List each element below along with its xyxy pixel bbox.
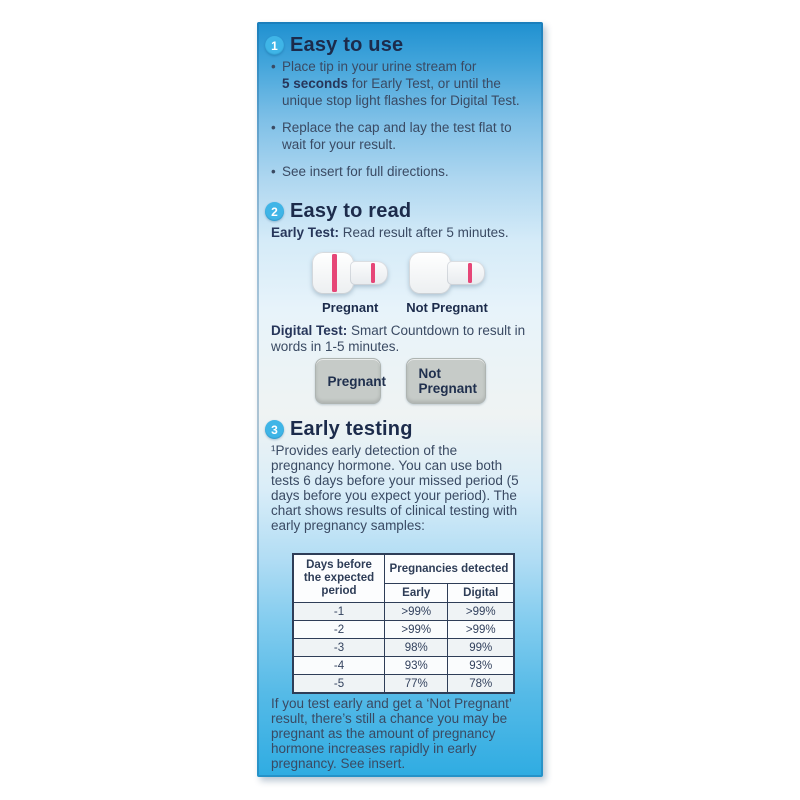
step-3-badge: 3 bbox=[265, 420, 284, 439]
section-2-title: Easy to read bbox=[290, 200, 412, 222]
bullet-place-tip-post: for Early Test, or until the unique stop light flashes for Digital Test. bbox=[282, 76, 520, 108]
pregnant-test-line-icon bbox=[332, 254, 337, 292]
not-pregnant-test-strip-icon bbox=[409, 252, 485, 294]
bullet-place-tip-pre: Place tip in your urine stream for bbox=[282, 59, 477, 74]
cell-days: -5 bbox=[293, 675, 385, 694]
cell-days: -1 bbox=[293, 603, 385, 621]
step-2-badge: 2 bbox=[265, 202, 284, 221]
not-pregnant-strip-column bbox=[406, 252, 488, 315]
not-pregnant-strip-label: Not Pregnant bbox=[406, 300, 488, 315]
table-row bbox=[293, 621, 514, 639]
early-test-instruction bbox=[271, 225, 537, 241]
early-test-text: Read result after 5 minutes. bbox=[342, 225, 509, 240]
pregnancies-detected-table bbox=[292, 553, 515, 694]
not-pregnant-control-window bbox=[447, 261, 485, 285]
lcd-pregnant-text: Pregnant bbox=[327, 373, 387, 389]
not-pregnant-result-window bbox=[409, 252, 451, 294]
table-row bbox=[293, 657, 514, 675]
table-days-header: Days before the expected period bbox=[293, 554, 385, 603]
section-3-title: Early testing bbox=[290, 418, 413, 440]
cell-digital: 93% bbox=[448, 657, 514, 675]
section-easy-to-read-header bbox=[265, 200, 411, 223]
table-digital-header: Digital bbox=[448, 584, 514, 603]
pregnant-control-window bbox=[350, 261, 388, 285]
cell-early: 98% bbox=[385, 639, 448, 657]
cell-early: >99% bbox=[385, 603, 448, 621]
bullet-see-insert: • See insert for full directions. bbox=[271, 163, 529, 180]
table-group-header: Pregnancies detected bbox=[385, 554, 515, 584]
cell-digital: 99% bbox=[448, 639, 514, 657]
section-easy-to-use-header bbox=[265, 34, 403, 57]
cell-early: 77% bbox=[385, 675, 448, 694]
lcd-not-pregnant-text: Not Pregnant bbox=[418, 366, 478, 396]
early-test-label: Early Test: bbox=[271, 225, 340, 240]
cell-early: >99% bbox=[385, 621, 448, 639]
digital-test-instruction bbox=[271, 323, 537, 354]
table-early-header: Early bbox=[385, 584, 448, 603]
cell-digital: >99% bbox=[448, 621, 514, 639]
table-row bbox=[293, 603, 514, 621]
section-early-testing-header bbox=[265, 418, 413, 441]
cell-days: -4 bbox=[293, 657, 385, 675]
digital-test-label: Digital Test: bbox=[271, 323, 348, 338]
pregnant-strip-column bbox=[312, 252, 388, 315]
cell-days: -2 bbox=[293, 621, 385, 639]
pregnant-test-strip-icon bbox=[312, 252, 388, 294]
bullet-place-tip bbox=[271, 58, 529, 109]
early-testing-outro-paragraph: If you test early and get a ‘Not Pregnant’ result, there’s still a chance you may be pregnant as the amount of pregnancy hormone increases rapidly in early pregnancy. See insert. bbox=[271, 696, 512, 771]
step-1-badge: 1 bbox=[265, 36, 284, 55]
easy-to-use-bullet-list bbox=[271, 58, 529, 190]
bullet-place-tip-bold: 5 seconds bbox=[282, 76, 349, 91]
digital-test-text: Smart Countdown to result in words in 1-5 minutes. bbox=[271, 323, 526, 354]
digital-display-illustrations bbox=[257, 358, 543, 404]
table-row bbox=[293, 639, 514, 657]
pregnant-strip-label: Pregnant bbox=[322, 300, 379, 315]
cell-digital: >99% bbox=[448, 603, 514, 621]
early-testing-intro-paragraph: ¹Provides early detection of the pregnancy hormone. You can use both tests 6 days before your missed period (5 days before you expect your period). The chart shows results of clinical testing with early pregnancy samples: bbox=[271, 443, 519, 533]
cell-early: 93% bbox=[385, 657, 448, 675]
bullet-replace-cap: • Replace the cap and lay the test flat to wait for your result. bbox=[271, 119, 529, 153]
lcd-not-pregnant-display bbox=[406, 358, 486, 404]
cell-digital: 78% bbox=[448, 675, 514, 694]
pregnant-control-line-icon bbox=[371, 263, 375, 283]
test-strip-illustrations bbox=[257, 252, 543, 315]
table-row bbox=[293, 675, 514, 694]
not-pregnant-control-line-icon bbox=[468, 263, 472, 283]
section-1-title: Easy to use bbox=[290, 34, 404, 56]
cell-days: -3 bbox=[293, 639, 385, 657]
lcd-pregnant-display bbox=[315, 358, 387, 404]
package-back-panel bbox=[257, 22, 543, 777]
